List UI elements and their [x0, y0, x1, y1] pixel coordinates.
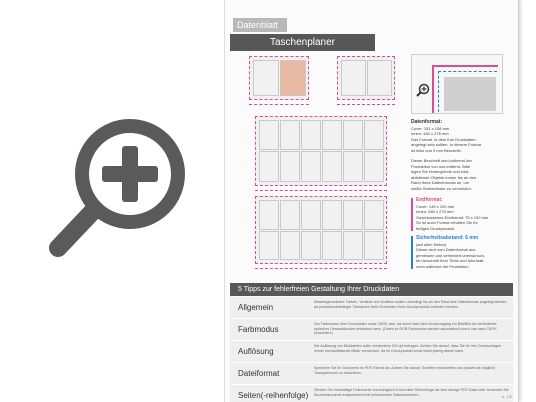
spec-line: Dieser Beschnitt wird während der	[411, 158, 472, 163]
safety-heading: Sicherheitsabstand: 6 mm	[416, 235, 479, 241]
tip-label: Farbmodus	[238, 325, 279, 334]
document-title: Taschenplaner	[230, 34, 375, 51]
spec-line: weiße Seitenränder zu vermeiden.	[411, 185, 472, 191]
tip-label: Auflösung	[238, 347, 274, 356]
tips-title: 5 Tipps zur fehlerfreien Gestaltung Ihrer Druckdaten	[230, 283, 513, 296]
cover-diagram	[249, 56, 309, 100]
spec-line: Innen: 460 x 276 mm	[411, 131, 449, 136]
spec-line: So ist auch Format erhalten Sie Ihr	[416, 220, 478, 225]
tip-label: Allgemein	[238, 303, 274, 312]
tip-text: Senden Sie mehrseitige Dokumente chronologisch in korrekter Reihenfolge als eine einzige PDF-Datei oder benennen Sie Einzeldokumente entsprechend mit fortlaufenden Seitennummern.	[314, 388, 509, 397]
tip-text: Mindestgrenzlinien: Farben, Verläufe und Grafiken sollten unbedingt bis an den Rand des Datenformats angelegt werden, da produktionsbedingte Toleranzen beim Schneiden Ihres Druckprodukts auftreten können.	[314, 300, 508, 309]
tip-row	[230, 319, 513, 341]
spec-line: (auf allen Seiten)	[416, 241, 447, 247]
corner-detail	[411, 54, 503, 114]
document-preview[interactable]	[224, 0, 519, 402]
spec-line: ist links und 3 mm Beschnitt.	[411, 147, 462, 153]
spec-line: ten Anschnitt Ihrer Texte und Informati-	[416, 258, 485, 263]
spec-line: onen während der Produktion.	[416, 263, 470, 269]
spec-line: Rand Ihres Datenformats an, um	[411, 180, 470, 185]
spec-heading: Datenformat:	[411, 119, 443, 125]
small-zoom-icon[interactable]	[416, 83, 430, 97]
inner-grid-diagram-2	[255, 196, 387, 264]
spec-line: Produktion von uns entfernt. Bitte	[411, 163, 471, 169]
spec-line: gemessen und verhindert unerwünsch-	[416, 252, 486, 258]
spec-line: abfallende Objekte immer bis an den	[411, 174, 477, 180]
spec-line: Innen: 460 x 275 mm	[416, 209, 454, 214]
tip-row	[230, 341, 513, 363]
tip-row	[230, 385, 513, 402]
spec-line: Cover: 145 x 100 mm	[416, 203, 455, 209]
document-tab: Datenblatt	[233, 18, 287, 32]
tip-row	[230, 363, 513, 385]
spec-bleed-note	[411, 158, 507, 191]
zoom-in-icon[interactable]	[40, 108, 200, 278]
tip-text: Speichern Sie Ihr Dokument im PDF-Format ab. Achten Sie darauf, Schriften einzubetten und (soweit als möglich) Transparenzen zu reduzieren.	[314, 366, 496, 375]
inner-grid-diagram-1	[255, 116, 387, 186]
spec-line: legen Sie Hintergründe und wird-	[411, 169, 470, 174]
endformat-heading: Endformat:	[416, 197, 443, 203]
spec-datenformat	[411, 120, 507, 153]
tip-label: Dateiformat	[238, 369, 280, 378]
spec-line: Dieser wird vom Datenformat aus	[416, 247, 476, 252]
tip-label: Seiten(-reihenfolge)	[238, 391, 309, 400]
spec-line: Geschlossenes Endformat: 75 x 100 mm	[416, 214, 489, 220]
cover-diagram-closed	[337, 56, 395, 100]
page-number: s. 1/2	[502, 394, 512, 399]
spec-line: fertiges Druckprodukt.	[416, 225, 456, 231]
tip-text: Die Auflösung von Bilddateien sollte mindestens 300 dpi betragen. Achten Sie darauf, dass Sie für Ihre Druckvorlagen immer hochauflösende Bilder verwenden, da Ihr Druckprodukt sonst leicht pixelig wirken kann.	[314, 344, 502, 353]
spec-line: Das Format, in dem Ihre Druckdaten	[411, 136, 476, 142]
spec-safety	[411, 236, 507, 269]
spec-line: Cover: 151 x 108 mm	[411, 125, 450, 131]
tip-text: Der Farbmodus Ihrer Druckdaten muss CMYK sein, da sonst nach dem Druckvorgang ein Bild/Bild ein verändertes optisches Gesamtdruckes entstehen kann. (Daten im RGB-Farbmodus werden automatisch durch uns nach CMYK konvertiert.)	[314, 322, 497, 336]
tip-row	[230, 297, 513, 319]
spec-line: angelegt sein sollten. In diesem Format	[411, 142, 481, 147]
spec-endformat	[411, 198, 507, 231]
